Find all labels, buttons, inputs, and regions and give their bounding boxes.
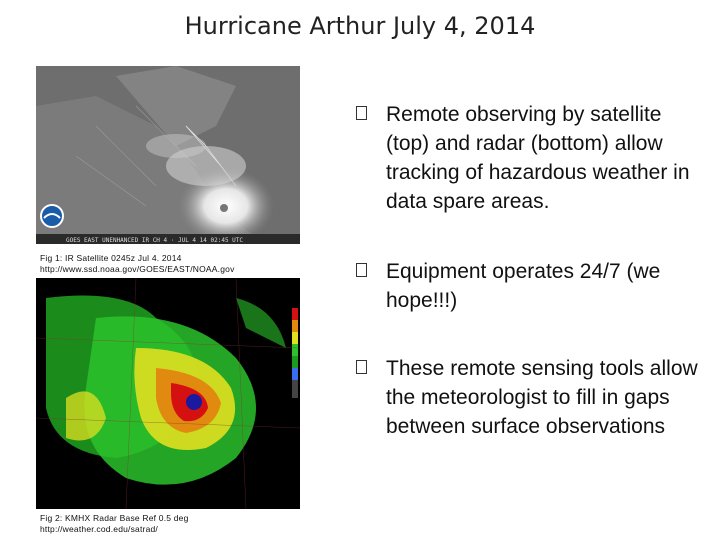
radar-caption-line1: Fig 2: KMHX Radar Base Ref 0.5 deg xyxy=(40,513,189,523)
slide-title: Hurricane Arthur July 4, 2014 xyxy=(184,12,536,40)
satellite-caption xyxy=(40,253,235,275)
satellite-image xyxy=(36,66,300,244)
radar-caption-line2: http://weather.cod.edu/satrad/ xyxy=(40,524,158,534)
bullet-text: These remote sensing tools allow the meteorologist to fill in gaps between surface observations xyxy=(386,357,698,438)
satellite-banner: GOES EAST UNENHANCED IR CH 4 · JUL 4 14 02:45 UTC xyxy=(66,237,244,244)
bullet-item xyxy=(356,257,706,315)
radar-image xyxy=(36,278,300,509)
bullet-item xyxy=(356,100,706,216)
bullet-text: Equipment operates 24/7 (we hope!!!) xyxy=(386,260,661,312)
bullet-list xyxy=(356,100,706,441)
bullet-text: Remote observing by satellite (top) and radar (bottom) allow tracking of hazardous weather in data spare areas. xyxy=(386,103,690,213)
satellite-caption-line2: http://www.ssd.noaa.gov/GOES/EAST/NOAA.gov xyxy=(40,264,235,274)
radar-caption xyxy=(40,513,189,535)
square-bullet-icon xyxy=(356,360,367,374)
bullet-item xyxy=(356,354,706,441)
square-bullet-icon xyxy=(356,106,367,120)
satellite-caption-line1: Fig 1: IR Satellite 0245z Jul 4. 2014 xyxy=(40,253,182,263)
square-bullet-icon xyxy=(356,263,367,277)
noaa-logo-icon xyxy=(41,205,63,227)
